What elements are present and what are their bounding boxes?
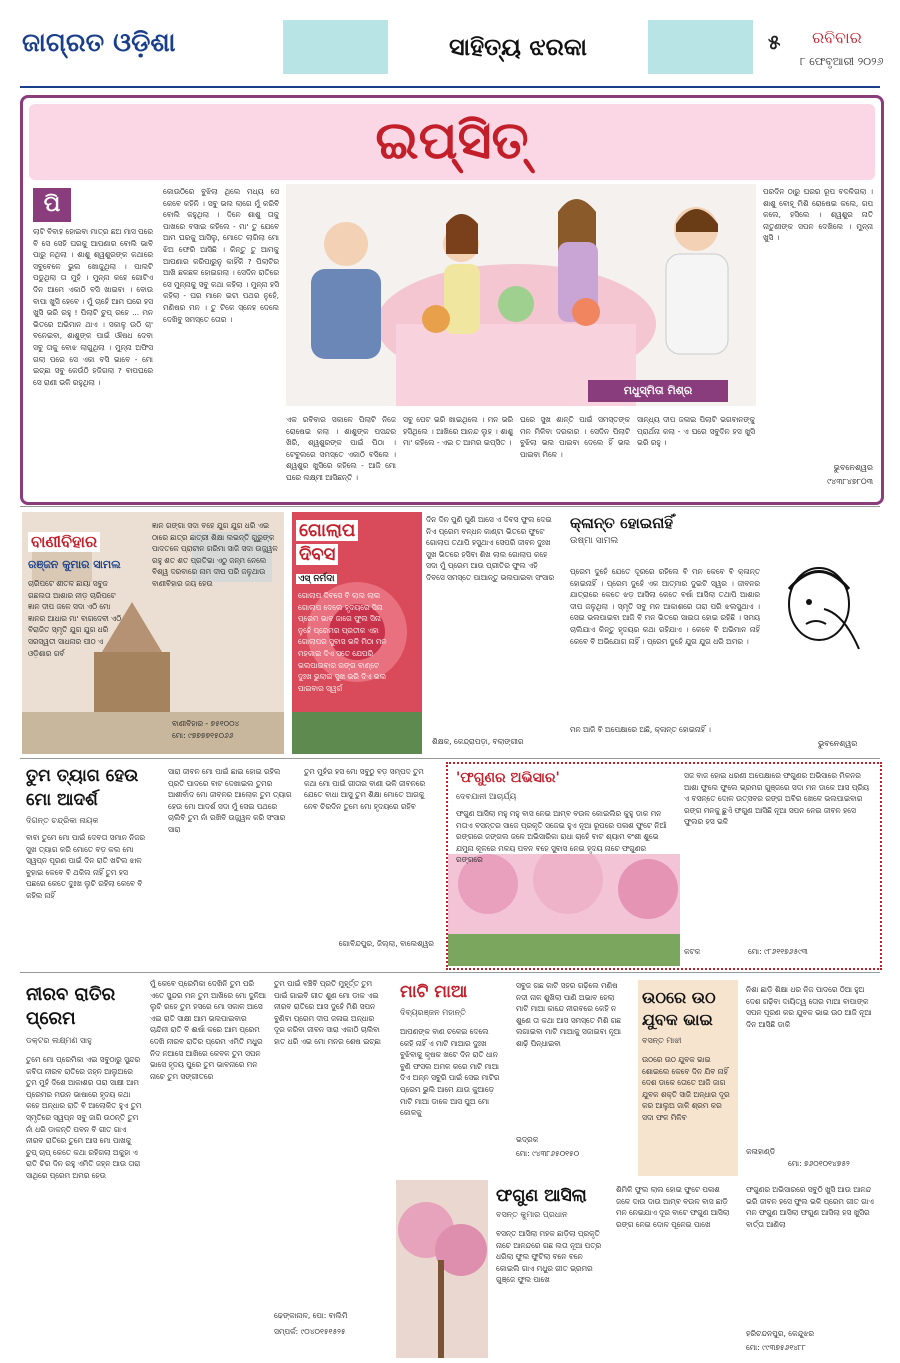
lead-byline-location: ଭୁବନେଶ୍ୱର xyxy=(833,463,873,472)
golap-title-2: ଦିବସ xyxy=(296,544,338,565)
nirab-col-2: ମୁଁ କେବେ ପ୍ରେମିକା ଦେଖିନି ତୁମ ପରି ଏତେ ସୁନ୍ଦର ମନ ତୁମ ଆଖିରେ ମୋ ଦୁନିଆ ଲୁଚି ରହେ ତୁମ ହସରେ ମୋ ସକାଳ ଆସେ ଏଇ ରାତି ସାକ୍ଷୀ ଆମ ଭଲପାଇବାର ଚାନ୍ଦିନୀ ରାତି ବି ଈର୍ଷା କରେ ଆମ ପ୍ରେମ ଦେଖି ନୀରବ ରାତିର ପ୍ରେମ ଏମିତି ମଧୁର ନିଦ ନଆସେ ଆଖିରେ କେବଳ ତୁମ ସପନ ଭାସେ ହୃଦୟ ପୁରେ ତୁମ ଭାବନାରେ ମନ ନାଚେ ତୁମ ସଙ୍ଗୀତରେ xyxy=(150,979,266,1081)
lead-col-1: ଲାଟି ବିବାହ ହୋଇବା ମାତ୍ର ଛଅ ମାସ ପରେ ବି ସେ ସେହି ଘରକୁ ଆପଣାର ବୋଲି ଭାବି ପାରୁ ନଥିଲା । ଶାଶୁ ଶ୍ୱଶୁରଙ୍କ କଥାରେ ସବୁବେଳେ ଭୁଲ ଖୋଜୁଥିଲା । ପାଲଟି ପଡୁଥିଲା ତା ମୁହଁ । ମୁନ୍ନା କହେ ଗୋଟିଏ ଦିନ ଆମେ ଏକାଠି ବସି ଖାଇବା । ବୋଉ ବାପା ଖୁସି ହେବେ । ମୁଁ ଚାହେଁ ଆମ ଘରେ ହସ ଖୁସି ଭରି ରହୁ ! ପିଲାଟି ଚୁପ୍ ରହେ ... ମନ ଭିତରେ ଅଭିମାନ ଥାଏ । ସକାଳୁ ଉଠି ଚା' ବନେଇବା, ଶାଶୁଙ୍କ ପାଇଁ ଔଷଧ ଦେବା ସବୁ ତାକୁ ବୋଝ ଲାଗୁଥିଲା । ମୁନ୍ନା ଅଫିସ ଗଲା ପରେ ସେ ଏକା ବସି ଭାବେ - ମୋ ଇଚ୍ଛା ସବୁ କେଉଁଠି ହଜିଗଲା ? ବାପଘରେ ସେ ରାଣୀ ଭଳି ରହୁଥିଲା । xyxy=(33,227,153,387)
lead-title-band xyxy=(29,104,875,180)
fagun-col-1: ଫଗୁଣ ଆସିଲା ମହୁ ମହୁ ବାସ ନେଇ ଆମ୍ବ ବଉଳ କୋଇଲିର କୁହୁ ଡାକ ମନ ମତାଏ ବସନ୍ତର ସାଜେ ପ୍ରକୃତି ସଜେଇ ହୁଏ ନୂଆ ରୂପରେ ପଳାଶ ଫୁଟେ ନିଆଁ ରଙ୍ଗରେ ଜଙ୍ଗଲ ଜଳେ ଅଭିସାରିକା ରାଧା ଚାହେଁ ବାଟ ଶ୍ୟାମ ବଂଶୀ ଶୁଭେ ଯମୁନା କୂଳରେ ମଳୟ ପବନ ବହେ ସୁବାସ ନେଇ ହୃଦୟ ନାଚେ ଫଗୁଣର ରଙ୍ଗରେ xyxy=(456,809,667,865)
row-divider-2 xyxy=(20,758,880,759)
fagun2-col-2: ଶିମିଳି ଫୁଲ ଲାଲ ହୋଇ ଫୁଟେ ପଳାଶ ଜଳେ ଦାଉ ଦାଉ ଆମ୍ବ ବଉଳ ବାସ ଛାଡ଼ି ମନ ନେଇଯାଏ ଦୂର ବାଟେ ଫଗୁଣ ଆସିଲା ରଙ୍ଗ ନେଇ ଦୋଳ ପୂନେଇ ପାଖେ xyxy=(616,1185,730,1229)
klanta-poem xyxy=(568,512,880,754)
lead-col-7: ପରଦିନ ଠାରୁ ଘରର ରୂପ ବଦଳିଗଲା । ଶାଶୁ ବୋହୂ ମିଶି ରୋଷେଇ କଲେ, ଗପ କଲେ, ହସିଲେ । ଶ୍ୱଶୁର ନାତି ନାତୁଣୀଙ୍କ ସପନ ଦେଖିଲେ । ମୁନ୍ନା ଖୁସି । xyxy=(763,187,873,243)
fagun-phone: ମୋ: ୯୮୬୧୧୭୬୫୯୩ xyxy=(748,947,808,956)
fagun2-title: ଫଗୁଣ ଆସିଲା xyxy=(496,1186,587,1206)
masthead xyxy=(0,0,900,92)
lead-col-6: ସାନ୍ଧ୍ୟ ଦୀପ ଜଳାଇ ପିଲାଟି ଭଗବାନଙ୍କୁ ପ୍ରାର୍ଥନା କଲା - ଏ ଘରେ ସବୁଦିନ ହସ ଖୁସି ଭରି ରହୁ । xyxy=(637,415,755,448)
nirab-location: ଢେଙ୍କାନାଳ, ପୋ: ବାଲିମି xyxy=(274,1311,348,1320)
mati-author: ଦିବ୍ୟରଞ୍ଜନ ମହାନ୍ତି xyxy=(400,1008,466,1017)
fagun-author: ଦେବଯାନୀ ଆଚାର୍ଯ୍ୟ xyxy=(456,792,517,801)
vani-location: ବାଣୀବିହାର - ୭୫୧୦୦୪ xyxy=(172,719,240,728)
tuma-tyaga-poem xyxy=(22,762,438,966)
lead-title: ଇପ୍‌ସିତ୍ xyxy=(375,110,529,171)
golap-author: ଏସ୍ ନର୍ମଦା xyxy=(298,574,335,584)
klanta-title: କ୍ଳାନ୍ତ ହୋଇନାହିଁ xyxy=(570,514,674,532)
uthare-utha-poem xyxy=(638,980,878,1176)
lead-col-2: କୋଉଠିରେ ବୁଝିଲା ଥିଲେ ମଧ୍ୟ ସେ କେବେ କହିନି । ସବୁ ଭଲ ଲାଗେ ମୁଁ କରିବି ବୋଲି କହୁଥିଲା । ଦିନେ ଶାଶୁ ତାକୁ ପାଖରେ ବସାଇ କହିଲେ - ମା' ତୁ ଯେବେ ଆମ ଘରକୁ ଆସିଲୁ, ମୋତେ ଲାଗିଲା ମୋ ଝିଅ ଫେରି ଆସିଛି । କିନ୍ତୁ ତୁ ଆମକୁ ଆପଣାର କରିପାରୁନୁ କାହିଁକି ? ପିଲାଟିର ଆଖି ଛଳଛଳ ହୋଇଗଲା । ସେଦିନ ରାତିରେ ସେ ମୁନ୍ନାକୁ ସବୁ କଥା କହିଲା । ମୁନ୍ନା ହସି କହିଲା - ଘର ମାନେ ଇଟା ପଥର ନୁହେଁ, ମଣିଷର ମନ । ତୁ ଟିକେ ସ୍ନେହ ଦେଲେ ଦେଖିବୁ ସମସ୍ତେ ତୋର । xyxy=(163,187,279,324)
nirab-title-1: ନୀରବ ରାତିର xyxy=(26,984,116,1005)
uthare-phone: ମୋ: ୭୬୦୧୦୧୪୭୫୨ xyxy=(788,1159,850,1168)
nirab-title-2: ପ୍ରେମ xyxy=(26,1008,76,1029)
nirab-author: ଡକ୍ଟର ଲକ୍ଷ୍ମଣ ସାହୁ xyxy=(26,1036,92,1045)
fagun-asila-poem xyxy=(396,1180,880,1360)
cherry-tree-photo xyxy=(396,1180,488,1358)
fagunara-abhisara-poem xyxy=(446,762,882,970)
tuma-title-1: ତୁମ ତ୍ୟାଗ ହେଉ xyxy=(26,766,139,786)
golap-location: ଶିକ୍ଷକ, କେନ୍ଦ୍ରାପଡ଼ା, ବଲାଙ୍ଗୀର xyxy=(432,737,524,746)
vani-bihar-poem xyxy=(22,512,284,754)
vani-author: ରଞ୍ଜନ କୁମାର ସାମଲ xyxy=(28,558,121,571)
tired-man-sketch xyxy=(764,554,874,664)
lead-story xyxy=(20,95,884,505)
golap-col-1: ଗୋଲାପ ଦିବସେ ବି ଲାଲ ଲାଲ ଗୋଲାପ ଦେଲେ ହୃଦୟରେ ସିନା ପ୍ରେମ ଭାବ ଜାଗେ ଫୁଲ ସିନା ନୁହେଁ ପ୍ରେମର ପ୍ରତୀକ ଏହା ଗୋଲାପର ସୁବାସ ଭଳି ମିଠା ମନ ମହକାଇ ଦିଏ ସତେ ଯେପରି ଭଲପାଇବାର ରଙ୍ଗ ବାଣ୍ଟେ ଦୁଃଖ ଭୁଲାଇ ସୁଖ ଭରି ଦିଏ ଭଲ ପାଇବାର ସ୍ୱର୍ଗ xyxy=(298,591,387,693)
golap-dibasa-poem xyxy=(292,512,562,754)
mati-phone: ମୋ: ୯୪୩୮୬୫୦୧୫୦ xyxy=(516,1149,580,1158)
golap-col-2: ଦିନ ଦିନ ପୁଣି ପୁଣି ଆସେ ଏ ଦିବସ ଫୁଲ ଦେଇ ନିଏ ପ୍ରେମ ବନ୍ଧନ କାଣ୍ଟା ଭିତରେ ଫୁଟେ ଗୋଲାପ ତଥାପି ହସୁଥାଏ ସେପରି ଜୀବନ ଦୁଃଖ ସୁଖ ଭିତରେ ହସିବା ଶିଖ ଲାଲ ଗୋଲାପ କହେ ସଦା ମୁଁ ପ୍ରେମ ଆଉ ପ୍ରୀତିର ଫୁଲ ଏହି ଦିବସେ ସମସ୍ତେ ପାଆନ୍ତୁ ଭଲପାଇବା ସଂସାର xyxy=(426,515,555,582)
uthare-title-2: ଯୁବକ ଭାଇ xyxy=(642,1010,713,1029)
masthead-rule xyxy=(20,86,880,88)
mati-maa-poem xyxy=(396,976,632,1176)
golap-title-1: ଗୋଲାପ xyxy=(296,520,358,541)
lead-col-5: ଘରେ ସୁଖ ଶାନ୍ତି ପାଇଁ ସମସ୍ତଙ୍କ ମନ ମିଳିବା ଦରକାର । ସେଦିନ ପିଲାଟି ବୁଝିଲା ଭଲ ପାଇବା ଦେଲେ ହିଁ ଭଲ ପାଇବା ମିଳେ । xyxy=(520,415,630,459)
uthare-col-1: ଉଠରେ ଉଠ ଯୁବକ ଭାଇ ଶୋଇଲେ କେବେ ଦିନ ଯିବ ନାହିଁ ଦେଶ ଡାକେ ତୋତେ ଆଜି ଜାଗ ଯୁବକ ଶକ୍ତି ସାଜି ଅନ୍ଧାର ଦୂର କର ଆଲୁଅ ଜାଳି ଶ୍ରମ କର ସଦା ଫଳ ମିଳିବ xyxy=(642,1055,730,1122)
nirab-phone: ସମ୍ପର୍କ: ୯୦୪୦୧୫୧୫୨୫ xyxy=(274,1327,346,1336)
klanta-tail: ମନ ଆଜି ବି ଅପେକ୍ଷାରେ ଅଛି, କ୍ଳାନ୍ତ ହୋଇନାହିଁ । xyxy=(570,725,711,734)
row-divider xyxy=(20,506,880,507)
tuma-location: ଗୋବିନ୍ଦପୁର, ଜିଲ୍ଲା, ବାଲେଶ୍ୱର xyxy=(338,939,434,948)
fagun2-col-3: ଫଗୁଣର ଅଭିସାରରେ ସବୁଠି ଖୁସି ଆଉ ଆନନ୍ଦ ଭରି ଜୀବନ ହସେ ଫୁଲ ଭଳି ପ୍ରେମ ଗୀତ ଗାଏ ମନ ଫଗୁଣ ଆସିଲା ଫଗୁଣ ଆସିଲା ହସ ଖୁସିର ବାର୍ତ୍ତା ଆଣିଲା xyxy=(746,1185,874,1229)
uthare-author: ବସନ୍ତ ମାଝୀ xyxy=(642,1036,682,1045)
tuma-col-1: ବାବା ତୁମେ ମୋ ପାଇଁ ଦେବତା ସମାନ ନିଜର ସୁଖ ତ୍ୟାଗ କରି ମୋତେ ବଡ଼ କଲ ମୋ ସ୍ୱପ୍ନ ପୂରଣ ପାଇଁ ଦିନ ରାତି ଖଟିଲ ଝାଳ ବୁହାଇ କେବେ ବି ଥକିଲ ନାହିଁ ତୁମ ହସ ପଛରେ କେତେ ଦୁଃଖ ଲୁଚି ରହିଲା କେବେ ବି କହିଲ ନାହିଁ xyxy=(26,833,145,900)
lead-col-4: ସବୁ ପେଟ ଭରି ଖାଇଥିଲେ । ମନ ଭରି ହସିଥିଲେ । ଆଖିରେ ଆନନ୍ଦ ଲୁହ । ଶାଶୁ ମା' କହିଲେ - ଏଇ ତ ଆମର ଇପ୍‌ସିତ । xyxy=(403,415,513,448)
mati-title: ମାଟି ମାଆ xyxy=(400,982,468,1002)
fagun2-phone: ମୋ: ୯୯୩୭୫୬୧୪୮୮ xyxy=(746,1343,806,1352)
mati-col-2: ସବୁଜ ଗଛ କାଟି ସହର ଗଢ଼ିଲେ ମଣିଷ ନଦୀ ନାଳ ଶୁଖିଲା ପାଣି ଅଭାବ ହେଲା ମାଟି ମାଆ କାନ୍ଦେ ନୀରବରେ କେହି ନ ଶୁଣେ ତା କଥା ଆସ ସମସ୍ତେ ମିଶି ଗଛ ଲଗାଇବା ମାଟି ମାଆକୁ ସଜାଇବା ନୂଆ ଶାଢ଼ି ପିନ୍ଧାଇବା xyxy=(516,981,621,1048)
vani-title: ବାଣୀବିହାର xyxy=(28,532,100,552)
drop-cap: ପି xyxy=(33,188,71,222)
family-dinner-illustration xyxy=(286,184,756,406)
uthare-title-1: ଉଠରେ ଉଠ xyxy=(642,988,716,1007)
lead-author-tag: ମଧୁସ୍ମିତା ମିଶ୍ର xyxy=(588,380,728,402)
section-title: ସାହିତ୍ୟ ଝରକା xyxy=(388,20,648,74)
mati-col-1: ଆପଣଙ୍କ ବାଣ ଚଳେଇ ଦେଲେ କେହି ନାହିଁ ଏ ମାଟି ମାଆର ଦୁଃଖ ବୁଝିବାକୁ କୃଷକ ଖଟେ ଦିନ ରାତି ଧାନ ବୁଣି ଫସଲ ଅମଳ କରେ ମାଟି ମାଆ ଦିଏ ଅନ୍ନ ସବୁରି ପାଇଁ ସେଇ ମାଟିର ପ୍ରେମ ଭୁଲି ଆମେ ଯାଉ କୁଆଡ଼େ ମାଟି ମାଆ ଡାକେ ଆସ ପୁଅ ମୋ କୋଳକୁ xyxy=(400,1027,500,1118)
nirab-ratira-prema-poem xyxy=(22,976,390,1358)
paper-name: ଜାଗ୍ରତ ଓଡ଼ିଶା xyxy=(22,28,176,58)
tuma-title-2: ମୋ ଆଦର୍ଶ xyxy=(26,790,98,810)
lead-phone: ୯୪୩୮୪୭୮୦୩ xyxy=(827,477,873,486)
klanta-body: ପ୍ରେମ ଦୁହେଁ ଯେତେ ଦୂରରେ ରହିଲେ ବି ମନ କେବେ ବି କ୍ଳାନ୍ତ ହୋଇନାହିଁ । ପ୍ରେମ ଦୁହେଁ ଏକ ଆତ୍ମାର ଦୁଇଟି ସ୍ୱର । ଜୀବନର ଯାତ୍ରାରେ କେତେ ଝଡ଼ ଆସିଲା କେତେ ବର୍ଷା ଆସିଲା ତଥାପି ଆଶାର ଦୀପ ଜଳୁଥିଲା । ସ୍ମୃତି ସବୁ ମନ ଆକାଶରେ ତାରା ପରି ଝଲସୁଥାଏ । ସେଇ ଭଲପାଇବା ଆଜି ବି ମନ ଭିତରେ ସାଇତା ହୋଇ ରହିଛି । ସମୟ ଚାଲିଯାଏ କିନ୍ତୁ ହୃଦୟର କଥା ରହିଯାଏ । କେବେ ବି ଅଭିମାନ ନାହିଁ କେବେ ବି ଅଭିଯୋଗ ନାହିଁ । ପ୍ରେମ ଦୁହେଁ ଯୁଗ ଯୁଗ ଧରି ଅମର । xyxy=(570,567,760,646)
uthare-location: କଳାହାଣ୍ଡି xyxy=(746,1147,776,1156)
klanta-author: ଉଷ୍ମା ସାମଲ xyxy=(570,536,619,546)
vani-col-1: ଚାରିପଟେ ଶୀତଳ ଛାୟା ସବୁଜ ଗଛଲତା ଆଶାର ନୀଡ଼ ଚାରିପଟେ ଜ୍ଞାନ ଦୀପ ଜଳେ ସଦା ଏଠି ମୋ ଜ୍ଞାନର ଆଧାର ମା' ବାଗଦେବୀ ଏଠି ବିରାଜିତ ସ୍ମୃତି ଯୁଗ ଯୁଗ ଧରି ସରସ୍ୱତୀ ସାଧନାର ପୀଠ ଏ ଓଡ଼ିଶାର ଗର୍ବ xyxy=(28,579,122,658)
day-label: ରବିବାର xyxy=(812,28,862,47)
date-label: ୮ ଫେବୃଆରୀ ୨୦୨୬ xyxy=(800,55,884,68)
fagun-title: 'ଫଗୁଣର ଅଭିସାର' xyxy=(456,770,560,786)
tuma-col-3: ତୁମ ମୁହଁର ହସ ମୋ ସବୁଠୁ ବଡ଼ ସମ୍ପଦ ତୁମ କଥା ମୋ ପାଇଁ ଗୀତାର ବାଣୀ ଭଳି ଜୀବନରେ ଯେତେ ବାଧା ଆସୁ ତୁମ ଶିକ୍ଷା ମୋତେ ଆଗକୁ ନେବ ଚିରଦିନ ତୁମେ ମୋ ହୃଦୟରେ ରହିବ xyxy=(304,767,426,811)
mati-location: ଭଦ୍ରକ xyxy=(516,1135,539,1144)
section-banner xyxy=(283,20,753,74)
lead-col-3: ଏକ ରବିବାର ସକାଳେ ପିଲାଟି ନିଜେ ରୋଷେଇ କଲା । ଶାଶୁଙ୍କ ପସନ୍ଦର ଖିରି, ଶ୍ୱଶୁରଙ୍କ ପାଇଁ ପିଠା । ଟେବୁଲରେ ସମସ୍ତେ ଏକାଠି ବସିଲେ । ଶ୍ୱଶୁର ଖୁସିରେ କହିଲେ - ଆଜି ମୋ ଘରେ ଲକ୍ଷ୍ମୀ ଆସିଛନ୍ତି । xyxy=(286,415,396,482)
uthare-col-2: ନିଶା ଛାଡ଼ି ଶିକ୍ଷା ଧର ନିଜ ପାଦରେ ଠିଆ ହୁଅ ଦେଶ ଗଢ଼ିବା ଦାୟିତ୍ୱ ତୋର ମାଆ ବାପାଙ୍କ ସପନ ପୂରଣ କର ଯୁବକ ଭାଇ ଉଠ ଆଜି ନୂଆ ଦିନ ଆସିଛି ଡାକି xyxy=(746,985,872,1029)
fagun-location: କଟକ xyxy=(684,947,701,956)
nirab-col-3: ତୁମ ପାଇଁ ବଞ୍ଚିବି ପ୍ରତି ମୁହୂର୍ତ୍ତ ତୁମ ପାଇଁ ଗାଇବି ଗୀତ ଶୁଣ ମୋ ଡାକ ଏଇ ନୀରବ ରାତିରେ ଆସ ଦୁହେଁ ମିଶି ସପନ ବୁଣିବା ପ୍ରେମ ଦୀପ ଜଳାଇ ଅନ୍ଧାର ଦୂର କରିବା ଜୀବନ ସାରା ଏକାଠି ଚାଲିବା ହାତ ଧରି ଏଇ ମୋ ମନର ଶେଷ ଇଚ୍ଛା xyxy=(274,979,381,1046)
fagun2-location: ହରିଚନ୍ଦନପୁର, କେନ୍ଦୁଝର xyxy=(746,1329,815,1338)
page-number: ୫ xyxy=(768,30,781,54)
tuma-col-2: ସାରା ଜୀବନ ମୋ ପାଇଁ ଛାଇ ହୋଇ ରହିଲ ପ୍ରତି ପାଦରେ ବାଟ ଦେଖାଇଲ ତୁମର ଆଶୀର୍ବାଦ ମୋ ଜୀବନର ଆଲୋକ ତୁମ ତ୍ୟାଗ ହେଉ ମୋ ଆଦର୍ଶ ସଦା ମୁଁ ସେଇ ପଥରେ ଚାଲିବି ତୁମ ନାଁ ରଖିବି ଉଜ୍ଜ୍ୱଳ କରି ସଂସାର ସାରା xyxy=(168,767,292,834)
fagun2-author: ବସନ୍ତ କୁମାର ପ୍ରଧାନ xyxy=(496,1210,568,1219)
klanta-location: ଭୁବନେଶ୍ୱର xyxy=(818,739,858,748)
fagun2-col-1: ବସନ୍ତ ଆସିଲା ମହକ ଛାଡ଼ିଲା ପ୍ରକୃତି ନାଚେ ଆନନ୍ଦରେ ଗଛ ଲତା ନୂଆ ପତ୍ର ଧରିଲା ଫୁଲ ଫୁଟିଲା ବନେ ବନେ କୋଇଲି ଗାଏ ମଧୁର ଗୀତ ଭ୍ରମର ଗୁଞ୍ଜେ ଫୁଲ ପାଖେ xyxy=(496,1229,602,1285)
vani-phone: ମୋ: ୯୭୭୭୭୧୫୦୬୬ xyxy=(172,731,234,740)
fagun-col-2: ସଜ ବାଜ ହୋଇ ଧରଣୀ ଅପେକ୍ଷାରେ ଫଗୁଣର ଅଭିସାରେ ମିଳନର ଆଶା ଫୁଲେ ଫୁଲେ ଭ୍ରମର ଗୁଞ୍ଜରେ ସଦା ମନ ଡାକେ ଆସ ପ୍ରିୟ ଏ ବସନ୍ତେ ଦୋଳ ଉତ୍ସବର ରଙ୍ଗ ଅବିର ଖେଳେ ଭଲପାଇବାର ରଙ୍ଗ ମନକୁ ଛୁଏଁ ଫଗୁଣ ଆସିଛି ନୂଆ ସପନ ନେଇ ଜୀବନ ହସେ ଫୁଲର ହସ ଭଳି xyxy=(684,771,869,827)
nirab-col-1: ତୁମେ ମୋ ପ୍ରେମିକା ଏଇ ସବୁଠାରୁ ସୁନ୍ଦର କବିତା ନୀରବ ରାତିରେ ଜହ୍ନ ଆଲୁଅରେ ତୁମ ମୁହଁ ଦିଶେ ଆକାଶର ତାରା ସାକ୍ଷୀ ଆମ ପ୍ରେମର ମଉନ ଭାଷାରେ ହୃଦୟ କଥା କହେ ଅନ୍ଧାର ରାତି ବି ଆଲୋକିତ ହୁଏ ତୁମ ସ୍ମୃତିରେ ସ୍ୱପ୍ନ ସବୁ ଜାଗି ଉଠନ୍ତି ତୁମ ନାଁ ଧରି ଡାକନ୍ତି ପବନ ବି ଗୀତ ଗାଏ ନୀରବ ରାତିରେ ତୁମେ ଆସ ମୋ ପାଖକୁ ଚୁପ୍ ଚାପ୍ କେତେ କଥା ରହିଗଲା ଅକୁହା ଏ ରାତି ଚିର ଦିନ ରହୁ ଏମିତି ଜହ୍ନ ଆଉ ତାରା ସାଥିରେ ପ୍ରେମ ଅମର ହେଉ xyxy=(26,1055,142,1180)
row-divider-3 xyxy=(20,972,880,973)
vani-col-2: ଜ୍ଞାନ ଗଙ୍ଗା ସଦା ବହେ ଯୁଗ ଯୁଗ ଧରି ଏଇ ଠାରେ ଛାତ୍ର ଛାତ୍ରୀ ଶିକ୍ଷା ଲଭନ୍ତି ଗୁରୁଙ୍କ ପାଦତଳେ ପ୍ରାଚୀନ ଗରିମା ସାଜି ସଦା ଉଜ୍ଜ୍ୱଳ ରହୁ ଶତ ଶତ ପ୍ରତିଭା ଏଠୁ ଜନ୍ମ ନେଲେ ବିଶ୍ୱ ଦରବାରେ ନାମ ଦୀପ ପରି ଜଳୁଥାଉ ବାଣୀବିହାର ଜୟ ହେଉ xyxy=(152,521,278,588)
tuma-author: ଦିଗନ୍ତ ଚନ୍ଦ୍ରିକା ନାୟକ xyxy=(26,816,99,825)
